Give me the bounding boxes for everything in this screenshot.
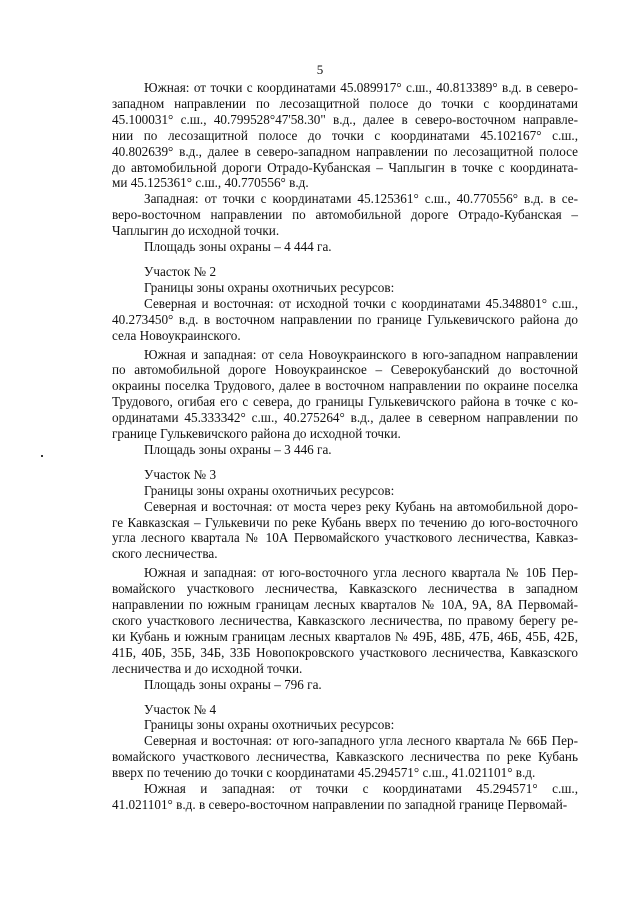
- text-line: Площадь зоны охраны – 796 га.: [144, 676, 322, 692]
- text-line: вверх по течению до точки с координатами 45.294571° с.ш., 41.021101° в.д.: [112, 765, 536, 781]
- paragraph: [112, 347, 578, 442]
- paragraph: [112, 280, 578, 296]
- text-line: 40.273450° в.д. в восточном направлении по границе Гулькевичского района до: [112, 311, 578, 327]
- text-line: Границы зоны охраны охотничьих ресурсов:: [144, 717, 395, 733]
- document-body: [112, 80, 578, 813]
- text-line: ми 45.125361° с.ш., 40.770556° в.д.: [112, 175, 309, 191]
- paragraph: [112, 677, 578, 693]
- text-line: села Новоукраинского.: [112, 327, 241, 343]
- paragraph: [112, 483, 578, 499]
- text-line: Участок № 2: [144, 263, 217, 279]
- text-line: ординатами 45.333342° с.ш., 40.275264° в.д., далее в северном направлении по: [112, 410, 578, 426]
- text-line: ского участкового лесничества, Кавказского лесничества, по правому берегу ре-: [112, 613, 578, 628]
- text-line: Участок № 4: [144, 701, 217, 717]
- paragraph: [112, 239, 578, 255]
- text-line: веро-восточном направлении по автомобильной дороге Отрадо-Кубанская –: [112, 207, 578, 223]
- text-line: ки Кубань и южным границам лесных кварталов № 49Б, 48Б, 47Б, 46Б, 45Б, 42Б,: [112, 628, 578, 644]
- text-line: Северная и восточная: от юго-западного угла лесного квартала № 66Б Пер-: [144, 733, 578, 749]
- paragraph: [112, 702, 578, 718]
- text-line: Границы зоны охраны охотничьих ресурсов:: [144, 279, 395, 295]
- paragraph: [112, 80, 578, 191]
- text-line: Границы зоны охраны охотничьих ресурсов:: [144, 482, 395, 498]
- text-line: нии по лесозащитной полосе до точки с координатами 45.102167° с.ш.,: [112, 127, 578, 143]
- page-number: 5: [316, 62, 324, 77]
- paragraph: [112, 264, 578, 280]
- text-line: западном направлении по лесозащитной полосе до точки с координатами: [112, 95, 578, 111]
- paragraph: [112, 467, 578, 483]
- text-line: 41.021101° в.д. в северо-восточном направлении по западной границе Первомай-: [112, 796, 568, 812]
- text-line: по автомобильной дороге Новоукраинское – Северокубанский до восточной: [112, 362, 578, 378]
- paragraph: [112, 442, 578, 458]
- text-line: Южная и западная: от села Новоукраинского в юго-западном направлении: [144, 346, 578, 362]
- text-line: Площадь зоны охраны – 4 444 га.: [144, 239, 332, 255]
- paragraph: [112, 191, 578, 239]
- text-line: Западная: от точки с координатами 45.125361° с.ш., 40.770556° в.д. в се-: [144, 191, 578, 207]
- text-line: 40.802639° в.д., далее в северо-западном направлении по лесозащитной полосе: [112, 143, 578, 159]
- text-line: до автомобильной дороги Отрадо-Кубанская – Чаплыгин в точке с координата-: [112, 159, 578, 175]
- text-line: 41Б, 40Б, 35Б, 34Б, 33Б Новопокровского участкового лесничества, Кавказского: [112, 644, 578, 660]
- paragraph: [112, 733, 578, 781]
- text-line: Южная и западная: от точки с координатами 45.294571° с.ш.,: [144, 781, 578, 797]
- text-line: Трудового, огибая его с севера, до границы Гулькевичского района в точке с ко-: [112, 394, 578, 410]
- text-line: угла лесного квартала № 10А Первомайского участкового лесничества, Кавказ-: [112, 530, 578, 546]
- text-line: Чаплыгин до исходной точки.: [112, 223, 280, 239]
- paragraph: [112, 717, 578, 733]
- text-line: вомайского участкового лесничества, Кавказского лесничества в западном: [112, 581, 578, 597]
- text-line: окраины поселка Трудового, далее в восточном направлении по окраине поселка: [112, 378, 578, 394]
- text-line: вомайского участкового лесничества, Кавказского лесничества по реке Кубань: [112, 749, 578, 765]
- text-line: Площадь зоны охраны – 3 446 га.: [144, 441, 332, 457]
- text-line: лесничества и до исходной точки.: [112, 660, 303, 676]
- paragraph: [112, 565, 578, 676]
- text-line: Южная и западная: от юго-восточного угла лесного квартала № 10Б Пер-: [144, 565, 578, 581]
- text-line: направлении по южным границам лесных кварталов № 10А, 9А, 8А Первомай-: [112, 597, 578, 613]
- text-line: ге Кавказская – Гулькевичи по реке Кубань вверх по течению до юго-восточного: [112, 514, 578, 530]
- text-line: ского лесничества.: [112, 546, 218, 562]
- text-line: границе Гулькевичского района до исходной точки.: [112, 426, 401, 442]
- text-line: 45.100031° с.ш., 40.799528°47'58.30" в.д., далее в северо-восточном направле-: [112, 111, 578, 127]
- margin-mark: [41, 455, 43, 457]
- text-line: Северная и восточная: от исходной точки с координатами 45.348801° с.ш.,: [144, 295, 578, 311]
- text-line: Южная: от точки с координатами 45.089917° с.ш., 40.813389° в.д. в северо-: [144, 80, 578, 95]
- text-line: Участок № 3: [144, 466, 217, 482]
- paragraph: [112, 296, 578, 344]
- paragraph: [112, 781, 578, 813]
- text-line: Северная и восточная: от моста через реку Кубань на автомобильной доро-: [144, 498, 578, 514]
- paragraph: [112, 499, 578, 563]
